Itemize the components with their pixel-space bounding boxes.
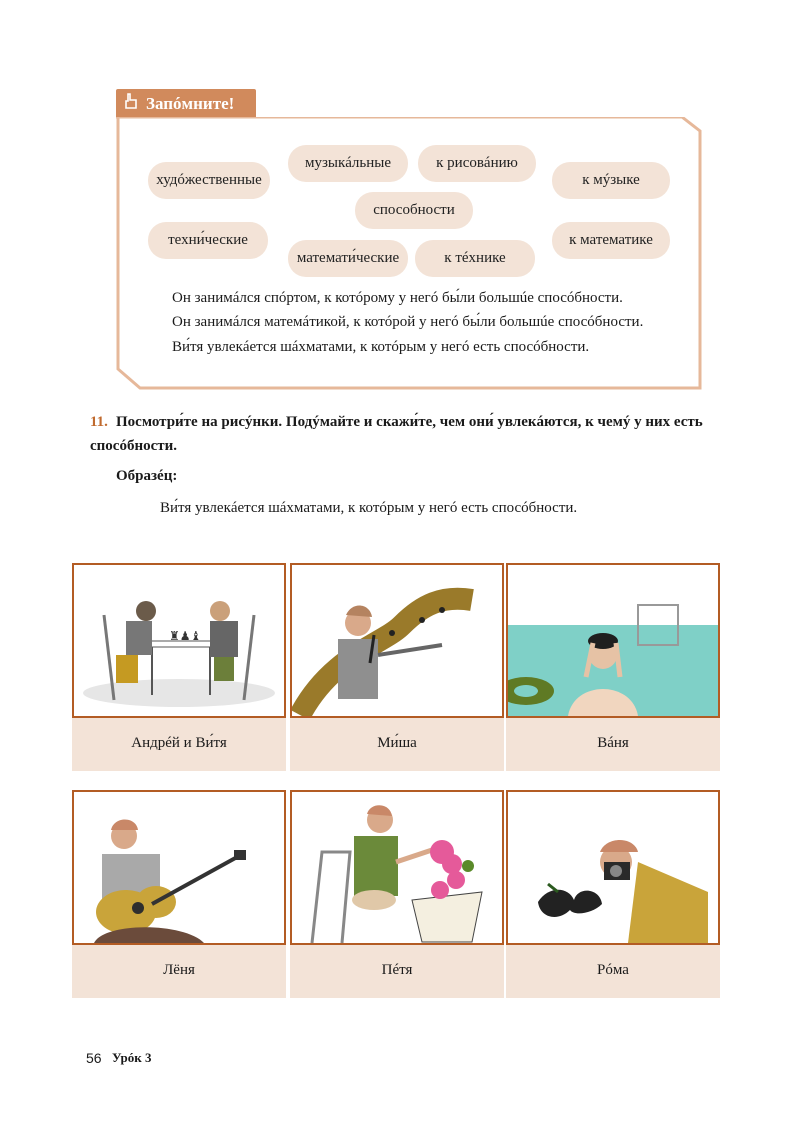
card-roma xyxy=(506,790,720,998)
sample-sentence: Ви́тя увлекáется шáхматами, к котóрым у негó есть спосóбности. xyxy=(160,500,578,516)
card-name: Вáня xyxy=(597,735,629,751)
photographer-illustration xyxy=(506,790,720,945)
card-name: Ми́ша xyxy=(377,735,417,751)
pill-muzykalnye: музыкáльные xyxy=(288,145,408,182)
card-lyonya xyxy=(72,790,286,998)
example-sentence-2: Он занимáлся матемáтикой, к котóрой у негó бы́ли большúе спосóбности. xyxy=(172,314,644,330)
pointing-hand-icon xyxy=(122,92,140,115)
pill-sposobnosti: способности xyxy=(355,192,473,229)
example-sentence-1: Он занимáлся спóртом, к котóрому у негó бы́ли большúе спосóбности. xyxy=(172,290,623,306)
guitarist-illustration xyxy=(72,790,286,945)
pill-matematicheskie: математи́ческие xyxy=(288,240,408,277)
pill-k-matematike: к математике xyxy=(552,222,670,259)
task-11 xyxy=(90,410,710,458)
task-text: Посмотри́те на рисýнки. Подýмайте и скажи́те, чем они́ увлекáются, к чемý у них есть спосóбности. xyxy=(90,414,703,454)
card-misha xyxy=(290,563,504,771)
swimmer-illustration xyxy=(506,563,720,718)
card-petya xyxy=(290,790,504,998)
pill-k-muzyke: к мýзыке xyxy=(552,162,670,199)
pill-hudozhestvennye: худóжественные xyxy=(148,162,270,199)
card-vanya xyxy=(506,563,720,771)
card-name: Пéтя xyxy=(381,962,413,978)
example-sentence-3: Ви́тя увлекáется шáхматами, к котóрым у негó есть спосóбности. xyxy=(172,339,590,355)
pill-tekhnicheskie: техни́ческие xyxy=(148,222,268,259)
card-andrey-vitya xyxy=(72,563,286,771)
pill-k-tekhnike: к тéхнике xyxy=(415,240,535,277)
card-name: Лёня xyxy=(163,962,195,978)
pill-k-risovaniyu: к рисовáнию xyxy=(418,145,536,182)
singer-illustration xyxy=(290,563,504,718)
remember-tab xyxy=(116,89,256,118)
card-name: Андрéй и Ви́тя xyxy=(131,735,227,751)
remember-title: Запóмните! xyxy=(146,93,235,113)
chess-players-illustration xyxy=(72,563,286,718)
painter-illustration xyxy=(290,790,504,945)
sample-label: Образéц: xyxy=(116,468,178,484)
svg-text:♜♟♝: ♜♟♝ xyxy=(169,629,202,643)
card-name: Рóма xyxy=(597,962,629,978)
lesson-label: Урóк 3 xyxy=(112,1050,152,1065)
page-number: 56 xyxy=(86,1050,102,1066)
task-number: 11. xyxy=(90,414,108,430)
